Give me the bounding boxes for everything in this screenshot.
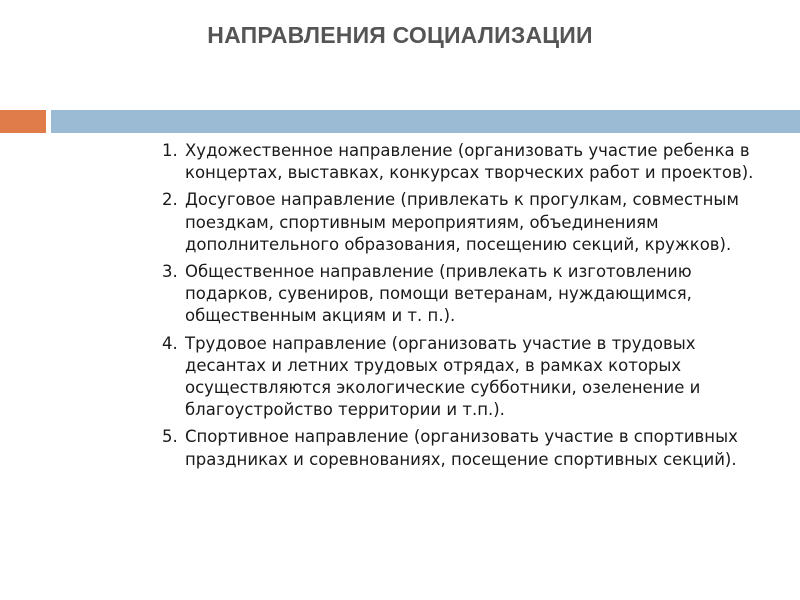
item-text: Общественное направление (привлекать к изготовлению подарков, сувениров, помощи ветеранам, нуждающимся, общественным акциям и т. п.). (185, 262, 692, 326)
item-number: 3. (162, 262, 178, 282)
slide-title: НАПРАВЛЕНИЯ СОЦИАЛИЗАЦИИ (207, 22, 593, 48)
accent-block (0, 110, 46, 133)
list-item (162, 426, 772, 470)
list-item (162, 333, 772, 422)
item-text: Трудовое направление (организовать участие в трудовых десантах и летних трудовых отрядах, в рамках которых осуществляются экологические субботники, озеленение и благоустройство территории и т.п.). (185, 333, 701, 420)
item-number: 2. (162, 190, 178, 210)
directions-list (162, 140, 772, 476)
list-item (162, 140, 772, 184)
list-item (162, 189, 772, 256)
item-number: 5. (162, 427, 178, 447)
item-text: Досуговое направление (привлекать к прогулкам, совместным поездкам, спортивным мероприятиям, объединениям дополнительного образования, посещению секций, кружков). (185, 190, 739, 254)
item-text: Художественное направление (организовать участие ребенка в концертах, выставках, конкурсах творческих работ и проектов). (185, 141, 754, 183)
item-text: Спортивное направление (организовать участие в спортивных праздниках и соревнованиях, посещение спортивных секций). (185, 427, 738, 469)
accent-bar (51, 110, 800, 133)
item-number: 1. (162, 141, 178, 160)
list-item (162, 261, 772, 328)
item-number: 4. (162, 333, 178, 353)
